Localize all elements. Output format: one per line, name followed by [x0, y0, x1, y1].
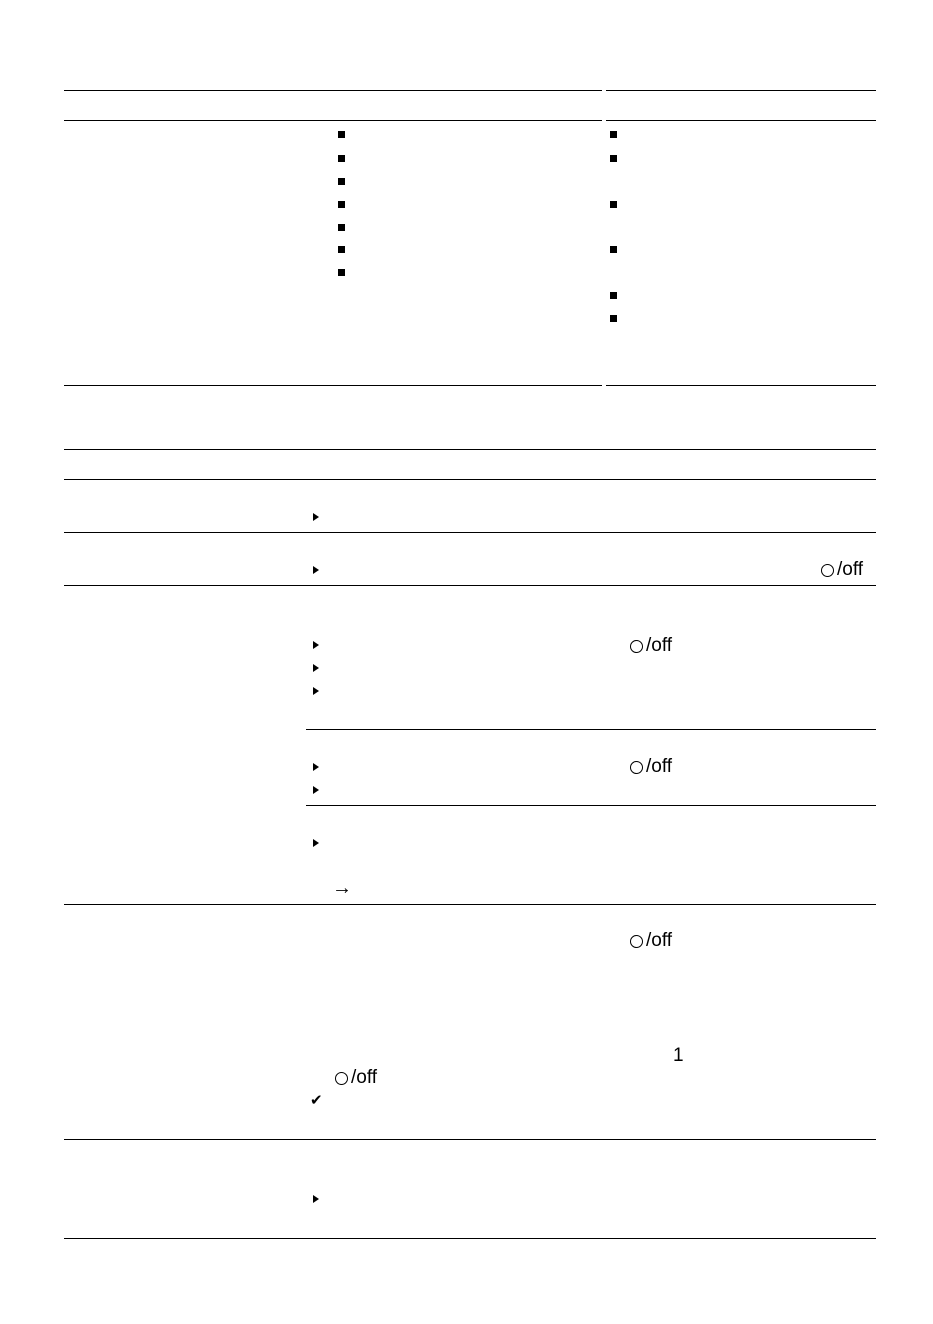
table-rule [64, 1139, 876, 1140]
table-rule [64, 479, 876, 480]
step-triangle-icon [313, 786, 319, 794]
bullet-square-icon [338, 269, 345, 276]
table-rule [64, 585, 876, 586]
table-rule [64, 449, 876, 450]
table-rule [64, 120, 602, 121]
bullet-square-icon [338, 155, 345, 162]
bullet-square-icon [610, 315, 617, 322]
step-triangle-icon [313, 664, 319, 672]
circle-off-icon [821, 564, 834, 577]
bullet-square-icon [338, 201, 345, 208]
check-icon: ✔ [310, 1091, 323, 1109]
circle-off-icon [630, 935, 643, 948]
step-triangle-icon [313, 566, 319, 574]
bullet-square-icon [338, 224, 345, 231]
bullet-square-icon [610, 131, 617, 138]
table-rule [64, 1238, 876, 1239]
bullet-square-icon [338, 246, 345, 253]
circle-off-icon [335, 1072, 348, 1085]
setting-one-symbol: 1 [673, 1045, 684, 1066]
bullet-square-icon [338, 178, 345, 185]
off-label: /off [646, 930, 673, 951]
circle-off-icon [630, 640, 643, 653]
table-rule [64, 90, 602, 91]
off-symbol [630, 931, 672, 951]
circle-off-icon [630, 761, 643, 774]
bullet-square-icon [610, 246, 617, 253]
table-rule [64, 904, 876, 905]
step-triangle-icon [313, 513, 319, 521]
off-symbol [630, 636, 672, 656]
bullet-square-icon [610, 155, 617, 162]
off-label: /off [646, 635, 673, 656]
bullet-square-icon [338, 131, 345, 138]
step-triangle-icon [313, 641, 319, 649]
off-label: /off [646, 756, 673, 777]
table-rule [306, 805, 876, 806]
table-rule [606, 385, 876, 386]
off-symbol [335, 1068, 377, 1088]
off-symbol [821, 560, 863, 580]
step-triangle-icon [313, 687, 319, 695]
table-rule [606, 120, 876, 121]
off-symbol [630, 757, 672, 777]
step-triangle-icon [313, 1195, 319, 1203]
step-triangle-icon [313, 763, 319, 771]
arrow-right-icon: → [332, 877, 352, 899]
off-label: /off [351, 1067, 378, 1088]
table-rule [606, 90, 876, 91]
off-label: /off [837, 559, 864, 580]
step-triangle-icon [313, 839, 319, 847]
table-rule [306, 729, 876, 730]
bullet-square-icon [610, 292, 617, 299]
bullet-square-icon [610, 201, 617, 208]
table-rule [64, 532, 876, 533]
table-rule [64, 385, 602, 386]
